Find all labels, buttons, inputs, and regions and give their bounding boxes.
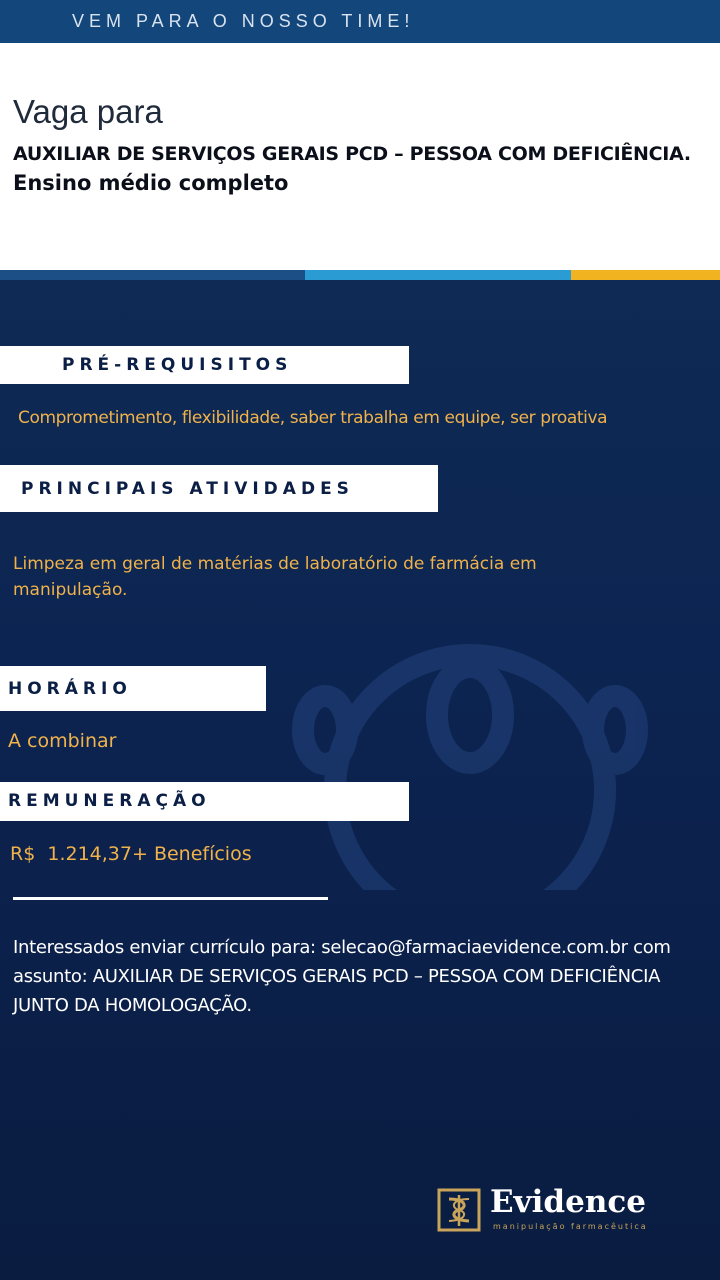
atividades-heading-text: PRINCIPAIS ATIVIDADES bbox=[21, 479, 354, 499]
logo-tagline: manipulação farmacêutica bbox=[493, 1222, 648, 1231]
stripe-yellow bbox=[571, 270, 720, 280]
horario-heading-text: HORÁRIO bbox=[8, 679, 132, 699]
section-atividades-heading bbox=[0, 465, 438, 512]
prerequisitos-text: Comprometimento, flexibilidade, saber trabalha em equipe, ser proativa bbox=[18, 408, 608, 428]
section-prerequisitos-heading bbox=[0, 346, 409, 384]
remuneracao-heading-text: REMUNERAÇÃO bbox=[8, 791, 211, 811]
evidence-logo bbox=[437, 1184, 667, 1234]
stripe-light-blue bbox=[305, 270, 571, 280]
job-requirement-education: Ensino médio completo bbox=[13, 171, 289, 195]
stripe-dark-blue bbox=[0, 270, 305, 280]
horario-text: A combinar bbox=[8, 730, 117, 752]
contact-instructions: Interessados enviar currículo para: selecao@farmaciaevidence.com.br com assunto: AUXILIAR DE SERVIÇOS GERAIS PCD – PESSOA COM DEFICIÊNCIA JUNTO DA HOMOLOGAÇÃO. bbox=[13, 937, 671, 1016]
logo-name: Evidence bbox=[490, 1184, 646, 1220]
remuneracao-text: R$ 1.214,37+ Benefícios bbox=[10, 843, 252, 865]
section-horario-heading bbox=[0, 666, 266, 711]
section-remuneracao-heading bbox=[0, 782, 409, 821]
divider-line bbox=[13, 897, 328, 900]
people-watermark-icon bbox=[270, 630, 720, 890]
vaga-label: Vaga para bbox=[13, 93, 163, 130]
atividades-text: Limpeza em geral de matérias de laboratório de farmácia em manipulação. bbox=[13, 554, 537, 600]
caduceus-icon bbox=[437, 1188, 481, 1232]
banner-text: VEM PARA O NOSSO TIME! bbox=[72, 11, 415, 31]
top-banner bbox=[0, 0, 720, 43]
prerequisitos-heading-text: PRÉ-REQUISITOS bbox=[62, 355, 293, 375]
job-title: AUXILIAR DE SERVIÇOS GERAIS PCD – PESSOA COM DEFICIÊNCIA. bbox=[13, 143, 691, 165]
